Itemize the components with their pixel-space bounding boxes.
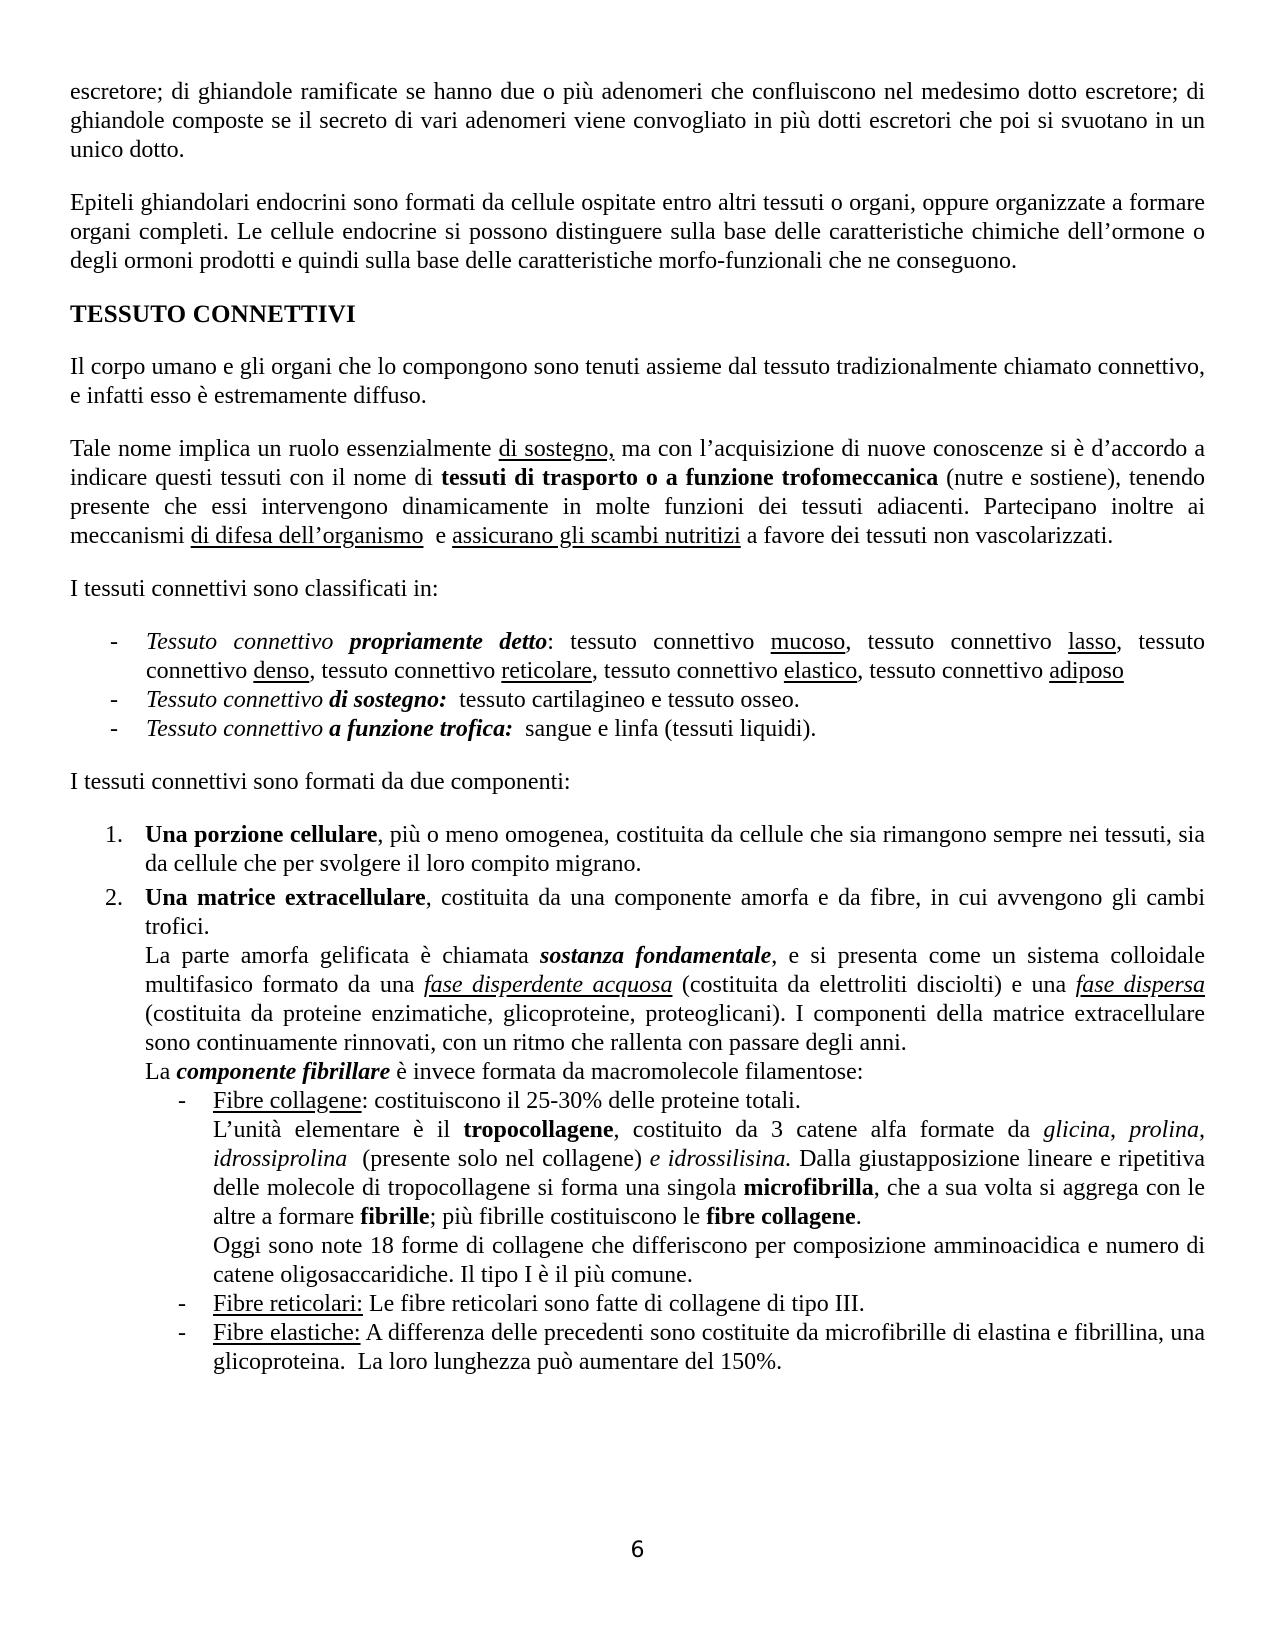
matrice-paragraph-intro: Una matrice extracellulare, costituita da una componente amorfa e da fibre, in cui avvengono gli cambi trofici. [145, 885, 1205, 940]
bullet-dash: - [110, 687, 118, 713]
matrice-paragraph-sostanza-fondamentale: La parte amorfa gelificata è chiamata sostanza fondamentale, e si presenta come un sistema colloidale multifasico formato da una fase disperdente acquosa (costituita da elettroliti disciolti) e una fase dispersa (costituita da proteine enzimatiche, glicoproteine, proteoglicani). I componenti della matrice extracellulare sono continuamente rinnovati, con un ritmo che rallenta con passare degli anni. [145, 943, 1206, 1056]
section-heading: TESSUTO CONNETTIVI [70, 301, 356, 328]
item-number: 2. [105, 885, 123, 911]
bullet-dash: - [110, 629, 118, 655]
matrice-paragraph-componente-fibrillare: La componente fibrillare è invece formata da macromolecole filamentose: [145, 1059, 864, 1085]
list-item-text [145, 884, 1205, 1377]
list-item-text: Fibre elastiche: A differenza delle precedenti sono costituite da microfibrille di elastina e fibrillina, una glicoproteina. La loro lunghezza può aumentare del 150%. [213, 1320, 1205, 1375]
paragraph-escretore: escretore; di ghiandole ramificate se hanno due o più adenomeri che confluiscono nel medesimo dotto escretore; di ghiandole composte se il secreto di vari adenomeri viene convogliato in più dotti escretori che poi si svuotano in un unico dotto. [70, 79, 1205, 163]
list-item-text: Fibre reticolari: Le fibre reticolari sono fatte di collagene di tipo III. [213, 1291, 865, 1317]
numbered-item-matrice-extracellulare [105, 884, 1205, 1377]
fiber-list [145, 1087, 1205, 1377]
list-item-text [213, 1087, 1205, 1290]
list-item-propriamente-detto [110, 628, 1205, 686]
paragraph-epiteli: Epiteli ghiandolari endocrini sono formati da cellule ospitate entro altri tessuti o organi, oppure organizzate a formare organi completi. Le cellule endocrine si possono distinguere sulla base delle caratteristiche chimiche dell’ormone o degli ormoni prodotti e quindi sulla base delle caratteristiche morfo-funzionali che ne conseguono. [70, 190, 1205, 274]
bullet-dash: - [178, 1291, 186, 1317]
collagene-paragraph-forme: Oggi sono note 18 forme di collagene che differiscono per composizione amminoacidica e numero di catene oligosaccaridiche. Il tipo I è il più comune. [213, 1233, 1205, 1288]
paragraph-componenti-intro: I tessuti connettivi sono formati da due componenti: [70, 769, 571, 795]
list-item-text: Una porzione cellulare, più o meno omogenea, costituita da cellule che sia rimangono sempre nei tessuti, sia da cellule che per svolgere il loro compito migrano. [145, 822, 1206, 877]
fiber-item-collagene [178, 1087, 1205, 1290]
list-item-funzione-trofica [110, 715, 1205, 744]
fiber-item-reticolari [178, 1290, 1205, 1319]
collagene-paragraph-tropocollagene: L’unità elementare è il tropocollagene, costituito da 3 catene alfa formate da glicina, prolina, idrossiprolina (presente solo nel collagene) e idrossilisina. Dalla giustapposizione lineare e ripetitiva delle molecole di tropocollagene si forma una singola microfibrilla, che a sua volta si aggrega con le altre a formare fibrille; più fibrille costituiscono le fibre collagene. [213, 1117, 1206, 1230]
paragraph-corpo-umano: Il corpo umano e gli organi che lo compongono sono tenuti assieme dal tessuto tradizionalmente chiamato connettivo, e infatti esso è estremamente diffuso. [70, 354, 1205, 409]
bullet-dash: - [110, 716, 118, 742]
list-item-text: Tessuto connettivo propriamente detto: tessuto connettivo mucoso, tessuto connettivo lasso, tessuto connettivo denso, tessuto connettivo reticolare, tessuto connettivo elastico, tessuto connettivo adiposo [146, 629, 1205, 684]
classification-list [70, 628, 1205, 744]
components-list [70, 821, 1205, 1377]
item-number: 1. [105, 822, 123, 848]
list-item-text: Tessuto connettivo a funzione trofica: sangue e linfa (tessuti liquidi). [146, 716, 817, 742]
bullet-dash: - [178, 1088, 186, 1114]
list-item-text: Tessuto connettivo di sostegno: tessuto cartilagineo e tessuto osseo. [146, 687, 800, 713]
collagene-paragraph-definizione: Fibre collagene: costituiscono il 25-30% delle proteine totali. [213, 1088, 801, 1114]
paragraph-tale-nome: Tale nome implica un ruolo essenzialmente di sostegno, ma con l’acquisizione di nuove conoscenze si è d’accordo a indicare questi tessuti con il nome di tessuti di trasporto o a funzione trofomeccanica (nutre e sostiene), tenendo presente che essi intervengono dinamicamente in molte funzioni dei tessuti adiacenti. Partecipano inoltre ai meccanismi di difesa dell’organismo e assicurano gli scambi nutritizi a favore dei tessuti non vascolarizzati. [70, 436, 1205, 549]
bullet-dash: - [178, 1320, 186, 1346]
paragraph-classificazione-intro: I tessuti connettivi sono classificati in: [70, 576, 439, 602]
numbered-item-porzione-cellulare [105, 821, 1205, 879]
fiber-item-elastiche [178, 1319, 1205, 1377]
page-number: 6 [630, 1538, 645, 1563]
list-item-di-sostegno [110, 686, 1205, 715]
